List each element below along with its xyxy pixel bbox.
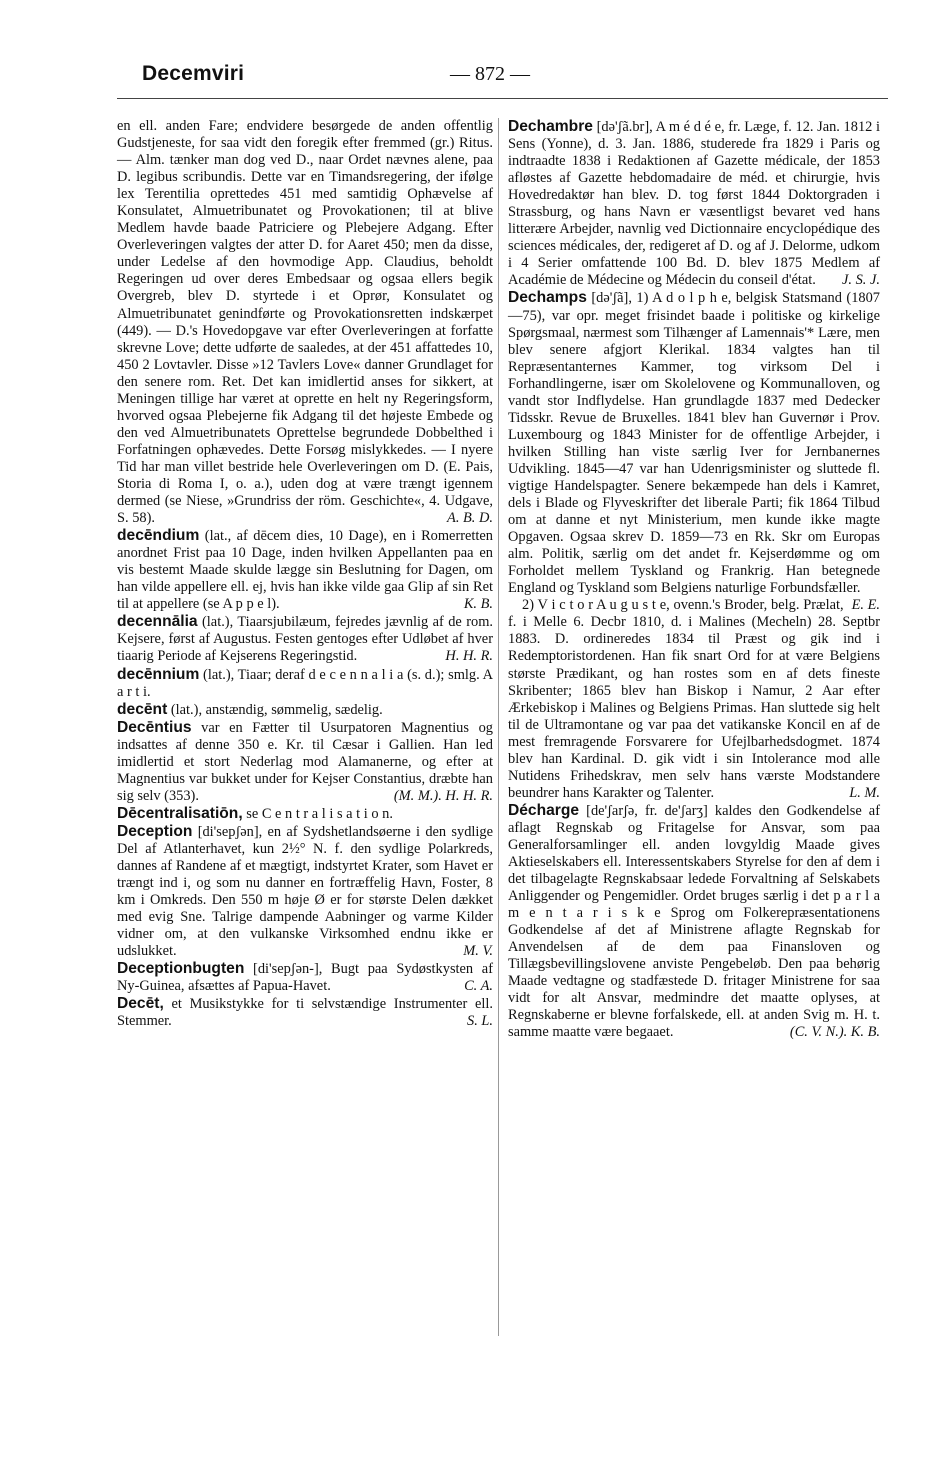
column-divider <box>498 118 499 1336</box>
entry-dechamps <box>508 289 880 614</box>
entry-dechambre <box>508 118 880 289</box>
headword: decēnnium <box>117 665 200 683</box>
page-header <box>142 62 888 92</box>
entry-deception <box>117 823 493 960</box>
author-signature: S. L. <box>467 1013 493 1030</box>
author-signature: K. B. <box>463 596 493 613</box>
headword: Decēntius <box>117 718 192 736</box>
entry-decennalia <box>117 613 493 665</box>
author-signature: E. E. <box>851 597 880 614</box>
entry-text: (lat.), Tiaar; deraf d e c e n n a l i a (s. d.); smlg. A a r t i. <box>117 666 493 700</box>
left-column <box>117 118 493 1030</box>
headword: Dechamps <box>508 289 587 307</box>
right-column <box>508 118 880 1042</box>
entry-decentralisation <box>117 805 493 823</box>
page-number: — 872 — <box>450 63 530 85</box>
headword: Deception <box>117 822 193 840</box>
entry-decent <box>117 701 493 719</box>
headword: decēndium <box>117 527 200 545</box>
entry-text: [di'sepʃən], en af Sydshetlandsøerne i den sydlige Del af Atlanterhavet, kun 2½° N. f. den sydlige Polarkreds, dannes af Randene af et mægtigt, indstyrtet Krater, som Havet er trængt ind i, og som nu danner en fortræffelig Havn, Foster, 8 km i Omkreds. Den 550 m høje Ø er for største Delen dækket med evig Sne. Talrige dampende Aabninger og varme Kilder vidner om, at den vulkanske Virksomhed endnu ikke er udslukket. <box>117 823 493 960</box>
entry-text: (lat.), Tiaarsjubilæum, fejredes jævnlig af de rom. Kejsere, først af Augustus. Festen gentoges efter Udløbet af hver tiaarig Periode af Kejserens Regeringstid. <box>117 614 493 665</box>
headword: decēnt <box>117 700 168 718</box>
author-signature: A. B. D. <box>447 510 493 527</box>
author-signature: C. A. <box>464 978 493 995</box>
entry-decemviri-continued <box>117 118 493 527</box>
author-signature: J. S. J. <box>842 272 880 289</box>
running-head: Decemviri <box>142 62 245 85</box>
entry-decennium <box>117 666 493 701</box>
entry-text: [də'ʃã], 1) A d o l p h e, belgisk Statsmand (1807—75), var opr. meget frisindet baade i politiske og kirkelige Spørgsmaal, nærmest som Tilhænger af Lamennais'* Lære, men blev senere afgjort Klerikal. 1834 valgtes han til Repræsentanternes Kammer, tog virksom Del i Forhandlingerne, især om Skolelovene og Kommunalloven, og vandt stor Indflydelse. Han grundlagde 1837 med Dedecker Tidsskr. Revue de Bruxelles. 1841 blev han Guvernør i Prov. Luxembourg og 1843 Minister for de offentlige Arbejder, i hvilken Stilling han viste særlig Iver for Jernbanernes Udvikling. 1845—47 var han Udenrigsminister og sluttede fl. vigtige Handelspagter. Senere bekæmpede han dels i Kamret, dels i Blade og Flyveskrifter det liberale Parti; fik 1864 Tilbud om at danne et nyt Ministerium, men kunde ikke magte Opgaven. Ogsaa skrev D. 1859—73 en Rk. Skr om Europas alm. Politik, særlig om det andet fr. Kejserdømme og om Forholdet mellem Tyskland og Frankrig. Han betegnede England og Tyskland som Belgiens naturlige Forbundsfæller. <box>508 290 880 597</box>
headword: Decēt, <box>117 995 164 1013</box>
entry-text: et Musikstykke for ti selvstændige Instrumenter ell. Stemmer. <box>117 996 493 1030</box>
header-rule <box>117 98 888 99</box>
entry-text: var en Fætter til Usurpatoren Magnentius og indsattes af denne 350 e. Kr. til Cæsar i Gallien. Han led imidlertid et stort Nederlag mod Alamanerne, og efter at Magnentius var bukket under for Kejser Constantius, dræbte han sig selv (353). <box>117 719 493 804</box>
entry-text: 2) V i c t o r A u g u s t e, ovenn.'s Broder, belg. Prælat, f. i Melle 6. Decbr 1810, d. i Malines (Mecheln) 28. Septbr 1883. D. ordineredes 1834 til Præst og gik ind i Redemptoristordenen. Han fik snart Ord for at være Belgiens største Prædikant, og han rostes som en af dets fineste Skribenter; 1865 blev han Biskop i Namur, 2 Aar efter Ærkebiskop i Malines og Belgiens Primas. Han sluttede sig helt til de Ultramontane og var paa det vatikanske Koncil en af de mest fremragende Forsvarere for Ufejlbarhedsdogmet. 1874 blev han Kardinal. D. gik vidt i sin Intolerance mod alle Nutidens Frihedskrav, men selv hans værste Modstandere beundrer hans Karakter og Talenter. <box>508 597 880 801</box>
entry-decendium <box>117 527 493 613</box>
entry-text: (lat., af dēcem dies, 10 Dage), en i Romerretten anordnet Frist paa 10 Dage, inden hvilken Appellanten paa en vis bestemt Maade skulde lægge sin Beslutning for Dagen, om han vilde appellere ell. ej, hvis han ikke vilde gaa Glip af sin Ret til at appellere (se A p p e l). <box>117 528 493 613</box>
author-signature: M. V. <box>463 943 493 960</box>
author-signature: (M. M.). H. H. R. <box>393 787 493 804</box>
headword: Décharge <box>508 801 580 819</box>
entry-text: [də'ʃã.br], A m é d é e, fr. Læge, f. 12. Jan. 1812 i Sens (Yonne), d. 3. Jan. 1886, studerede fra 1829 i Paris og indtraadte 1838 i Redaktionen af Gazette médicale, der 1853 afløstes af Gazette hebdomadaire de méd. et chirurgie, hvis Hovedredaktør han blev. D. tog først 1844 Doktorgraden i Strassburg, og hans Navn er væsentligst bevaret ved hans litterære Arbejder, navnlig ved Dictionnaire encyclopédique des sciences médicales, der, redigeret af D. og af J. Delorme, udkom i 4 Serier omfattende 100 Bd. D. blev 1875 Medlem af Académie de Médecine og Médecin du conseil d'état. <box>508 119 880 289</box>
entry-decentius <box>117 719 493 805</box>
entry-text: en ell. anden Fare; endvidere besørgede de anden offentlig Gudstjeneste, for saa vidt den foregik efter fremmed (gr.) Ritus. — Alm. tænker man dog ved D., naar Ordet nævnes alene, paa D. legibus scribundis. Dette var en Timandsregering, der ifølge lex Terentilia oprettedes 451 med samtidig Ophævelse af Konsulatet, Almuetribunatet og Provokationen; til at blive Medlem havde baade Patriciere og Plebejere Adgang. Efter Overleveringen valgtes der atter D. for Aaret 450; men da disse, under Ledelse af den hovmodige App. Claudius, beholdt Regeringen ud over deres Embedsaar og ogsaa ellers begik Overgreb, blev D. styrtede i et Oprør, Konsulatet og Almuetribunatet genindførte og Provokationsretten indskærpet (449). — D.'s Hovedopgave var efter Overleveringen at forfatte skrevne Love; dette udførte de saaledes, at der 451 affattedes 10, 450 2 Lovtavler. Disse »12 Tavlers Love« danner Grundlaget for den senere rom. Ret. Det kan imidlertid anses for sikkert, at Meningen tillige har været at oprette en helt ny Regeringsform, hvorved ogsaa Plebejerne fik Adgang til det højeste Embede og den ved Almuetribunatets Oprettelse begrundede Dobbelthed i Forfatningen ophævedes. Dette Forsøg mislykkedes. — I nyere Tid har man villet bestride hele Overleveringen om D. (E. Pais, Storia di Roma I, o. a.), uden dog at være trængt igennem dermed (se Niese, »Grundriss der röm. Geschichte«, 4. Udgave, S. 58). <box>117 118 493 527</box>
entry-text: (lat.), anstændig, sømmelig, sædelig. <box>170 701 383 718</box>
author-signature: L. M. <box>849 784 880 801</box>
headword: decennālia <box>117 613 198 631</box>
entry-text: [de'ʃarʃə, fr. de'ʃarʒ] kaldes den Godkendelse af aflagt Regnskab og Fritagelse for Ansvar, som paa Generalforsamlinger ell. anden lovgyldig Maade gives Aktieselskabers ell. Interessentskabers Styrelse for den af dem i det tilbagelagte Regnskabsaar ledede Forvaltning af Selskabets Anliggender og Pengemidler. Ordet bruges særlig i det p a r l a m e n t a r i s k e Sprog om Folkerepræsentationens Godkendelse af det af Ministrene aflagte Regnskab for Anvendelsen af de dem paa Finansloven og Tillægsbevillingslovene anviste Pengebeløb. Den paa behørig Maade vedtagne og stadfæstede D. fritager Ministrene for saa vidt for alt Ansvar, medmindre det maatte oplyses, at Regnskaberne er blevne forfalskede, ell. at anden Svig m. H. t. samme maatte være begaaet. <box>508 802 880 1041</box>
headword: Dechambre <box>508 118 593 135</box>
entry-dechamps-victor <box>508 597 880 802</box>
entry-deceptionbugten <box>117 960 493 995</box>
entry-text: [di'sepʃən-], Bugt paa Sydøstkysten af Ny-Guinea, afsættes af Papua-Havet. <box>117 961 493 995</box>
headword: Dēcentralisatiōn, <box>117 804 243 822</box>
entry-decet <box>117 995 493 1030</box>
entry-text: se C e n t r a l i s a t i o n. <box>246 805 393 822</box>
headword: Deceptionbugten <box>117 960 245 978</box>
author-signature: (C. V. N.). K. B. <box>789 1024 880 1041</box>
author-signature: H. H. R. <box>445 648 493 665</box>
entry-decharge <box>508 802 880 1042</box>
